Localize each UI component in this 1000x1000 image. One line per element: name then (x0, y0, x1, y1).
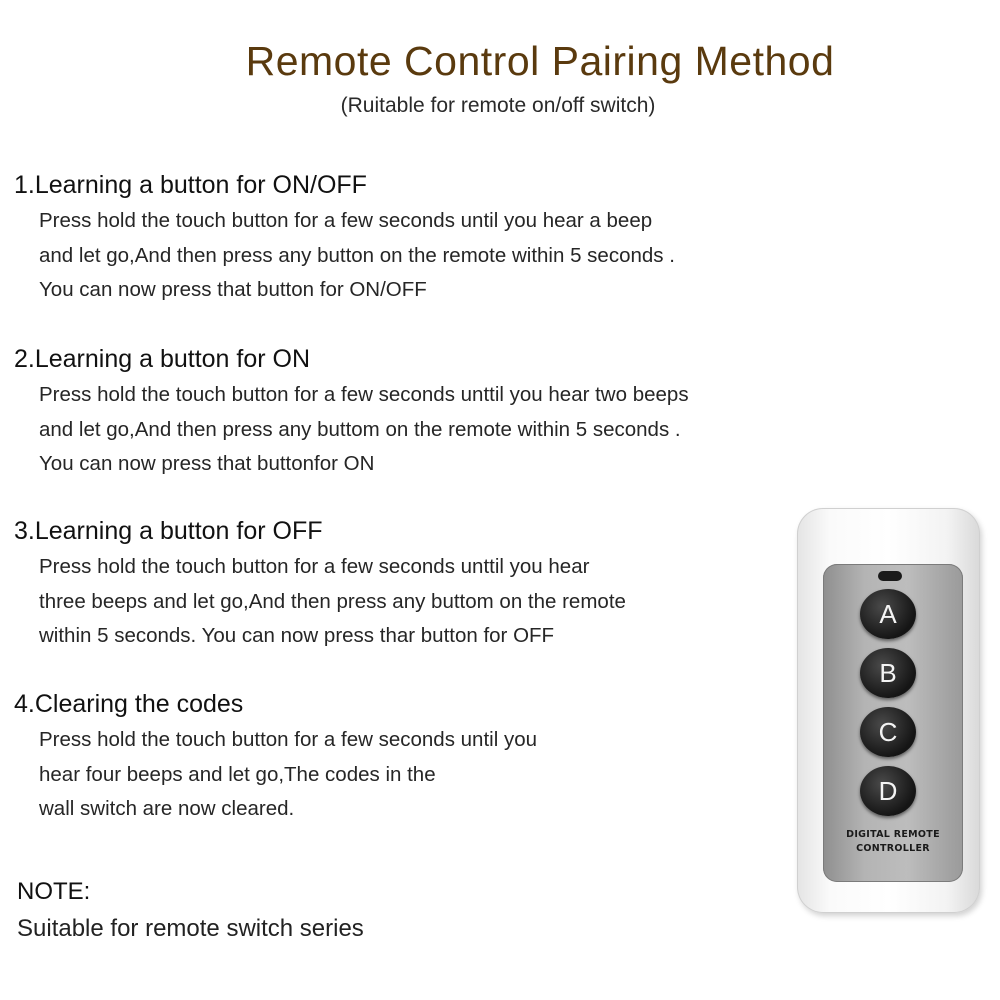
section-body (39, 204, 675, 308)
note-block (17, 878, 364, 946)
remote-button-d: D (860, 766, 916, 816)
remote-brand-line: CONTROLLER (856, 843, 930, 854)
note-label: NOTE: (17, 878, 91, 905)
section-line: hear four beeps and let go,The codes in the (39, 762, 436, 786)
remote-button-a: A (860, 589, 916, 639)
section-line: three beeps and let go,And then press any buttom on the remote (39, 589, 626, 613)
section-body (39, 378, 689, 482)
remote-brand-label (823, 828, 963, 856)
section-on-off (14, 170, 675, 308)
section-line: within 5 seconds. You can now press thar button for OFF (39, 624, 555, 647)
section-heading: 2.Learning a button for ON (14, 345, 311, 373)
section-line: Press hold the touch button for a few seconds until you hear a beep (39, 209, 653, 232)
section-line: You can now press that button for ON/OFF (39, 278, 427, 301)
section-body (39, 723, 537, 827)
section-on (14, 344, 689, 482)
section-clear-codes (14, 689, 537, 827)
section-heading: 1.Learning a button for ON/OFF (14, 171, 367, 199)
section-line: You can now press that buttonfor ON (39, 452, 375, 475)
section-line: and let go,And then press any button on the remote within 5 seconds . (39, 243, 675, 267)
section-heading: 3.Learning a button for OFF (14, 517, 323, 545)
remote-panel (823, 564, 963, 882)
section-heading: 4.Clearing the codes (14, 690, 244, 718)
section-line: Press hold the touch button for a few seconds unttil you hear two beeps (39, 383, 689, 406)
section-line: Press hold the touch button for a few seconds unttil you hear (39, 555, 590, 578)
remote-button-b: B (860, 648, 916, 698)
section-off (14, 516, 626, 654)
remote-led-icon (878, 571, 902, 581)
page-title: Remote Control Pairing Method (245, 38, 835, 84)
note-text: Suitable for remote switch series (17, 915, 364, 942)
remote-control-image (797, 508, 980, 913)
section-line: and let go,And then press any buttom on the remote within 5 seconds . (39, 417, 681, 441)
page-subtitle: (Ruitable for remote on/off switch) (340, 94, 656, 117)
remote-button-c: C (860, 707, 916, 757)
remote-brand-line: DIGITAL REMOTE (846, 829, 940, 840)
section-body (39, 550, 626, 654)
section-line: Press hold the touch button for a few seconds until you (39, 728, 537, 751)
section-line: wall switch are now cleared. (39, 797, 295, 820)
